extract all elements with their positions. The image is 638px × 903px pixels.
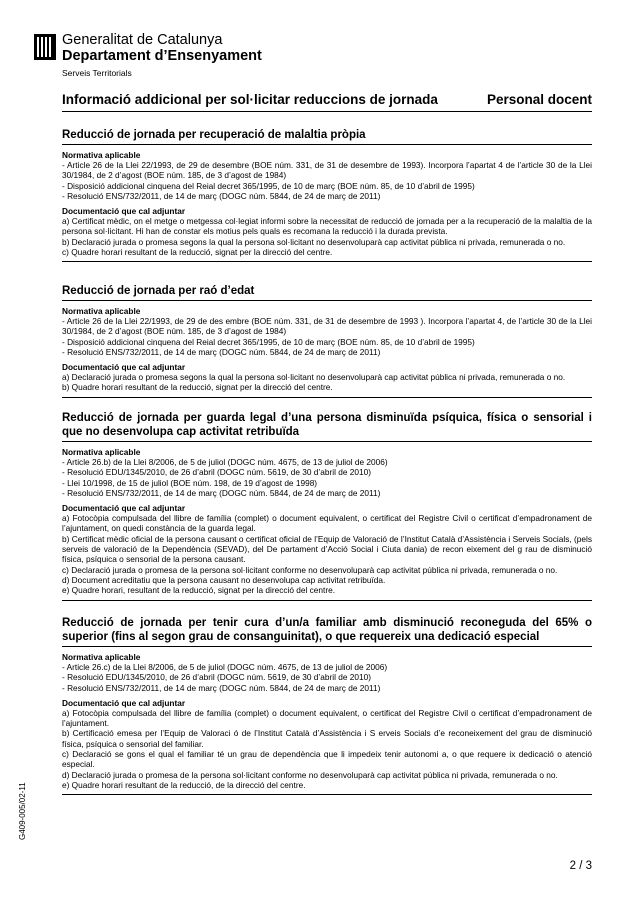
- government-name: Generalitat de Catalunya: [62, 32, 223, 48]
- section-age: [62, 284, 592, 398]
- page-number: 2 / 3: [569, 860, 592, 872]
- department-name: Departament d’Ensenyament: [62, 48, 262, 64]
- documentacio-heading: Documentació que cal adjuntar: [62, 362, 186, 373]
- normativa-item: - Resolució ENS/732/2011, de 14 de març (DOGC núm. 5844, de 24 de març de 2011): [62, 487, 381, 498]
- documentacio-item: d) Declaració jurada o promesa de la persona sol·licitant conforme no desenvoluparà cap activitat pública ni privada, remunerada o no.: [62, 769, 558, 780]
- documentacio-item: e) Quadre horari resultant de la reducció, de la direcció del centre.: [62, 779, 306, 790]
- normativa-heading: Normativa aplicable: [62, 150, 141, 160]
- section-title: Reducció de jornada per raó d’edat: [62, 285, 255, 297]
- documentacio-item: a) Certificat mèdic, on el metge o metgessa col·legiat informi sobre la necessitat de reducció de jornada per a la recuperació de la malaltia de la persona sol·licitant. Hi han de constar els motius pels quals es recomana la reducció i la durada prevista.: [62, 216, 592, 237]
- section-end-divider: [62, 397, 592, 398]
- section-title: Reducció de jornada per guarda legal d’una persona disminuïda psíquica, física o sensorial i que no desenvolupa cap activitat retribuïda: [62, 412, 592, 438]
- section-title: Reducció de jornada per tenir cura d’un/a familiar amb disminució reconeguda del 65% o superior (fins al segon grau de consanguinitat), o que requereix una dedicació especial: [62, 617, 592, 643]
- documentacio-item: b) Declaració jurada o promesa segons la qual la persona sol·licitant no desenvoluparà cap activitat pública ni privada, remunerada o no.: [62, 236, 566, 247]
- section-end-divider: [62, 261, 592, 262]
- page-title: Informació addicional per sol·licitar reduccions de jornada: [62, 92, 438, 107]
- normativa-item: - Resolució ENS/732/2011, de 14 de març (DOGC núm. 5844, de 24 de març de 2011): [62, 190, 381, 201]
- normativa-item: - Article 26.b) de la Llei 8/2006, de 5 de juliol (DOGC núm. 4675, de 13 de juliol de 2006): [62, 457, 388, 467]
- documentacio-item: d) Document acreditatiu que la persona causant no desenvolupa cap activitat retribuïda.: [62, 574, 386, 585]
- staff-type-label: Personal docent: [486, 92, 592, 107]
- documentacio-item: a) Fotocòpia compulsada del llibre de família (complet) o document equivalent, o certificat del Registre Civil o certificat d’empadronament de l’ajuntament, on quedi constància de la guarda legal.: [62, 513, 592, 534]
- normativa-item: - Article 26 de la Llei 22/1993, de 29 de des embre (BOE núm. 331, de 31 de desembre de 1993 ). Incorpora l’apartat 4, de l’article 30 de la Llei 30/1984, de 2 d’agost (BOE núm. 185, de 3 d’agost de 1984): [62, 316, 592, 337]
- normativa-item: - Article 26 de la Llei 22/1993, de 29 de desembre (BOE núm. 331, de 31 de desembre de 1993). Incorpora l’apartat 4 de l’article 30 de la Llei 30/1984, de 2 d’agost (BOE núm. 185, de 3 d’agost de 1984): [62, 160, 592, 181]
- documentacio-item: e) Quadre horari, resultant de la reducció, signat per la direcció del centre.: [62, 585, 336, 596]
- normativa-heading: Normativa aplicable: [62, 652, 141, 662]
- normativa-item: - Resolució ENS/732/2011, de 14 de març (DOGC núm. 5844, de 24 de març de 2011): [62, 682, 381, 693]
- documentacio-item: c) Declaració se gons el qual el familiar té un grau de dependència que li impedeix tenir autonomi a, o que requere ix dedicació o atenció especial.: [62, 749, 592, 770]
- section-divider: [62, 441, 592, 442]
- documentacio-item: a) Declaració jurada o promesa segons la qual la persona sol·licitant no desenvoluparà cap activitat pública ni privada, remunerada o no.: [62, 372, 566, 383]
- section-divider: [62, 144, 592, 145]
- section-divider: [62, 646, 592, 647]
- documentacio-item: b) Certificació emesa per l’Equip de Valoraci ó de l’Institut Català d’Assistència i S erveis Socials d’e reconeixement del grau de disminució física, psíquica o sensorial del familiar.: [62, 728, 592, 749]
- documentacio-heading: Documentació que cal adjuntar: [62, 503, 186, 514]
- section-legal-guardianship: [62, 411, 592, 601]
- normativa-item: - Article 26.c) de la Llei 8/2006, de 5 de juliol (DOGC núm. 4675, de 13 de juliol de 2006): [62, 662, 388, 672]
- documentacio-heading: Documentació que cal adjuntar: [62, 206, 186, 217]
- title-divider: [62, 111, 592, 112]
- section-end-divider: [62, 600, 592, 601]
- normativa-item: - Llei 10/1998, de 15 de juliol (BOE núm. 198, de 19 d’agost de 1998): [62, 477, 318, 488]
- documentacio-item: b) Quadre horari resultant de la reducció, signat per la direcció del centre.: [62, 382, 333, 393]
- normativa-item: - Disposició addicional cinquena del Reial decret 365/1995, de 10 de març (BOE núm. 85, de 10 d’abril de 1995): [62, 180, 475, 191]
- normativa-item: - Resolució ENS/732/2011, de 14 de març (DOGC núm. 5844, de 24 de març de 2011): [62, 346, 381, 357]
- normativa-item: - Resolució EDU/1345/2010, de 26 d’abril (DOGC núm. 5619, de 30 d’abril de 2010): [62, 672, 372, 683]
- section-title: Reducció de jornada per recuperació de malaltia pròpia: [62, 129, 366, 141]
- normativa-item: - Resolució EDU/1345/2010, de 26 d’abril (DOGC núm. 5619, de 30 d’abril de 2010): [62, 467, 372, 478]
- documentacio-item: c) Quadre horari resultant de la reducció, signat per la direcció del centre.: [62, 247, 333, 258]
- services-label: Serveis Territorials: [62, 68, 132, 78]
- normativa-heading: Normativa aplicable: [62, 447, 141, 457]
- section-end-divider: [62, 794, 592, 795]
- form-code: G409-005/02-11: [18, 782, 27, 840]
- documentacio-item: c) Declaració jurada o promesa de la persona sol·licitant conforme no desenvoluparà cap activitat pública ni privada, remunerada o no.: [62, 564, 558, 575]
- generalitat-logo: [34, 34, 56, 60]
- section-illness: [62, 128, 592, 262]
- normativa-item: - Disposició addicional cinquena del Reial decret 365/1995, de 10 de març (BOE núm. 85, de 10 d’abril de 1995): [62, 336, 475, 347]
- section-divider: [62, 300, 592, 301]
- section-family-care: [62, 616, 592, 795]
- normativa-heading: Normativa aplicable: [62, 306, 141, 316]
- documentacio-item: b) Certificat mèdic oficial de la persona causant o certificat oficial de l’Equip de Valoració de l’Institut Català d’Assistència i Serveis Socials, (pels serveis de valoració de la Dependència (SEVAD), del De partament d’Acció Social i Ciuta dania) de recon eixement del g rau de disminució física, psíquica o sensorial de la persona causant.: [62, 533, 592, 565]
- documentacio-heading: Documentació que cal adjuntar: [62, 697, 186, 708]
- documentacio-item: a) Fotocòpia compulsada del llibre de família (complet) o document equivalent, o certificat del Registre Civil o certificat d’empadronament de l’ajuntament.: [62, 707, 592, 729]
